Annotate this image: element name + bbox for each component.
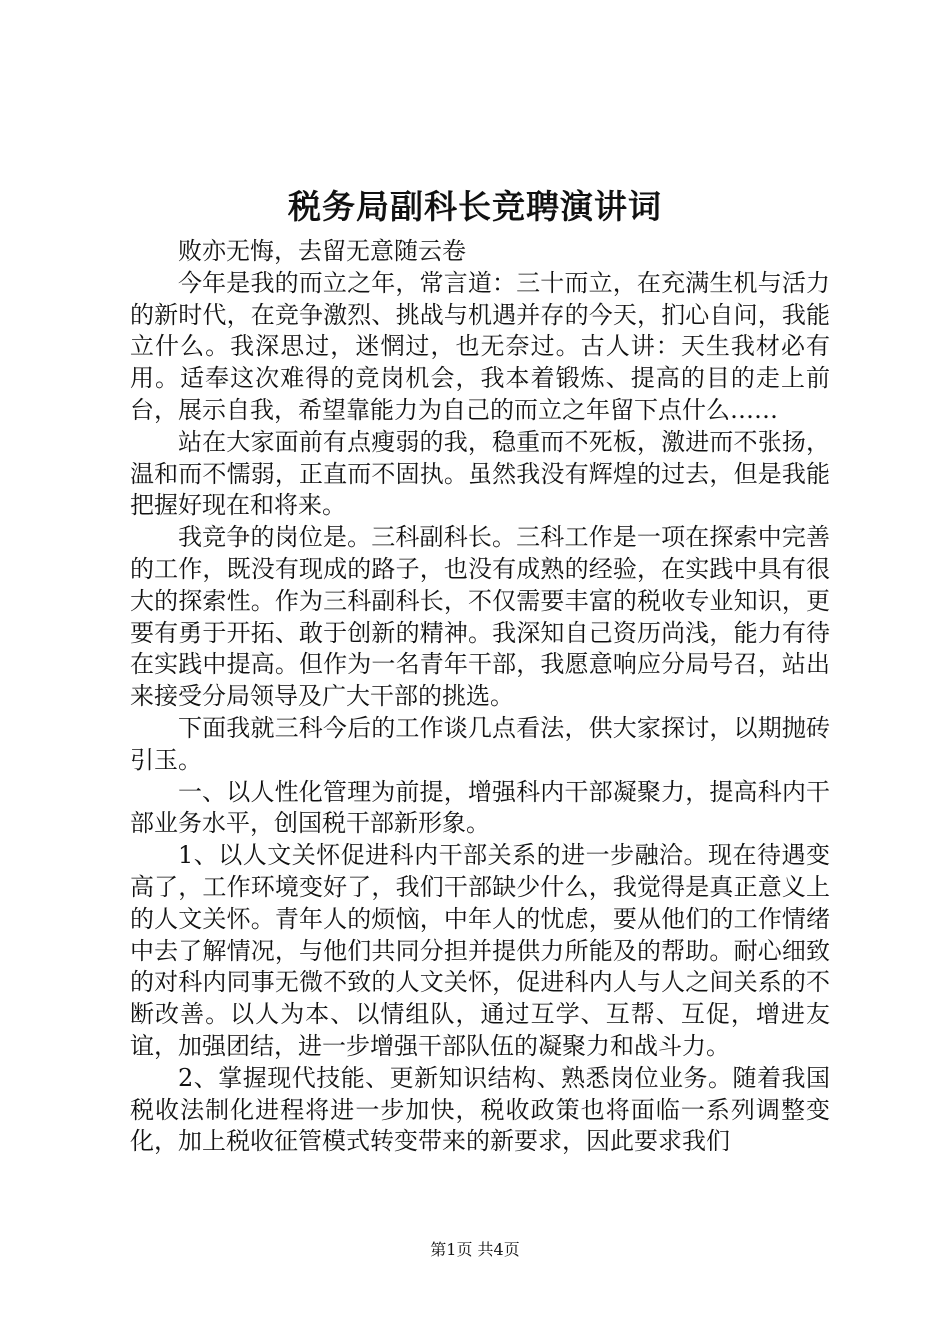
paragraph: 我竞争的岗位是。三科副科长。三科工作是一项在探索中完善的工作，既没有现成的路子，也没有成熟的经验，在实践中具有很大的探索性。作为三科副科长，不仅需要丰富的税收专业知识，更要有勇于开拓、敢于创新的精神。我深知自己资历尚浅，能力有待在实践中提高。但作为一名青年干部，我愿意响应分局号召，站出来接受分局领导及广大干部的挑选。 — [130, 523, 830, 711]
paragraph: 2、掌握现代技能、更新知识结构、熟悉岗位业务。随着我国税收法制化进程将进一步加快，税收政策也将面临一系列调整变化，加上税收征管模式转变带来的新要求，因此要求我们 — [130, 1063, 830, 1156]
paragraph: 今年是我的而立之年，常言道：三十而立，在充满生机与活力的新时代，在竞争激烈、挑战与机遇并存的今天，扪心自问，我能立什么。我深思过，迷惘过，也无奈过。古人讲：天生我材必有用。适奉这次难得的竞岗机会，我本着锻炼、提高的目的走上前台，展示自我，希望靠能力为自己的而立之年留下点什么…… — [130, 268, 830, 424]
document-body — [130, 236, 830, 1158]
paragraph: 1、以人文关怀促进科内干部关系的进一步融洽。现在待遇变高了，工作环境变好了，我们干部缺少什么，我觉得是真正意义上的人文关怀。青年人的烦恼，中年人的忧虑，要从他们的工作情绪中去了解情况，与他们共同分担并提供力所能及的帮助。耐心细致的对科内同事无微不致的人文关怀，促进科内人与人之间关系的不断改善。以人为本、以情组队，通过互学、互帮、互促，增进友谊，加强团结，进一步增强干部队伍的凝聚力和战斗力。 — [130, 841, 830, 1060]
paragraph: 下面我就三科今后的工作谈几点看法，供大家探讨，以期抛砖引玉。 — [130, 713, 830, 774]
paragraph: 站在大家面前有点瘦弱的我，稳重而不死板，激进而不张扬，温和而不懦弱，正直而不固执。虽然我没有辉煌的过去，但是我能把握好现在和将来。 — [130, 427, 830, 520]
document-title: 税务局副科长竞聘演讲词 — [288, 187, 662, 226]
page-footer: 第1页 共4页 — [430, 1240, 520, 1259]
paragraph: 一、以人性化管理为前提，增强科内干部凝聚力，提高科内干部业务水平，创国税干部新形象。 — [130, 777, 830, 838]
paragraph: 败亦无悔，去留无意随云卷 — [178, 237, 466, 265]
